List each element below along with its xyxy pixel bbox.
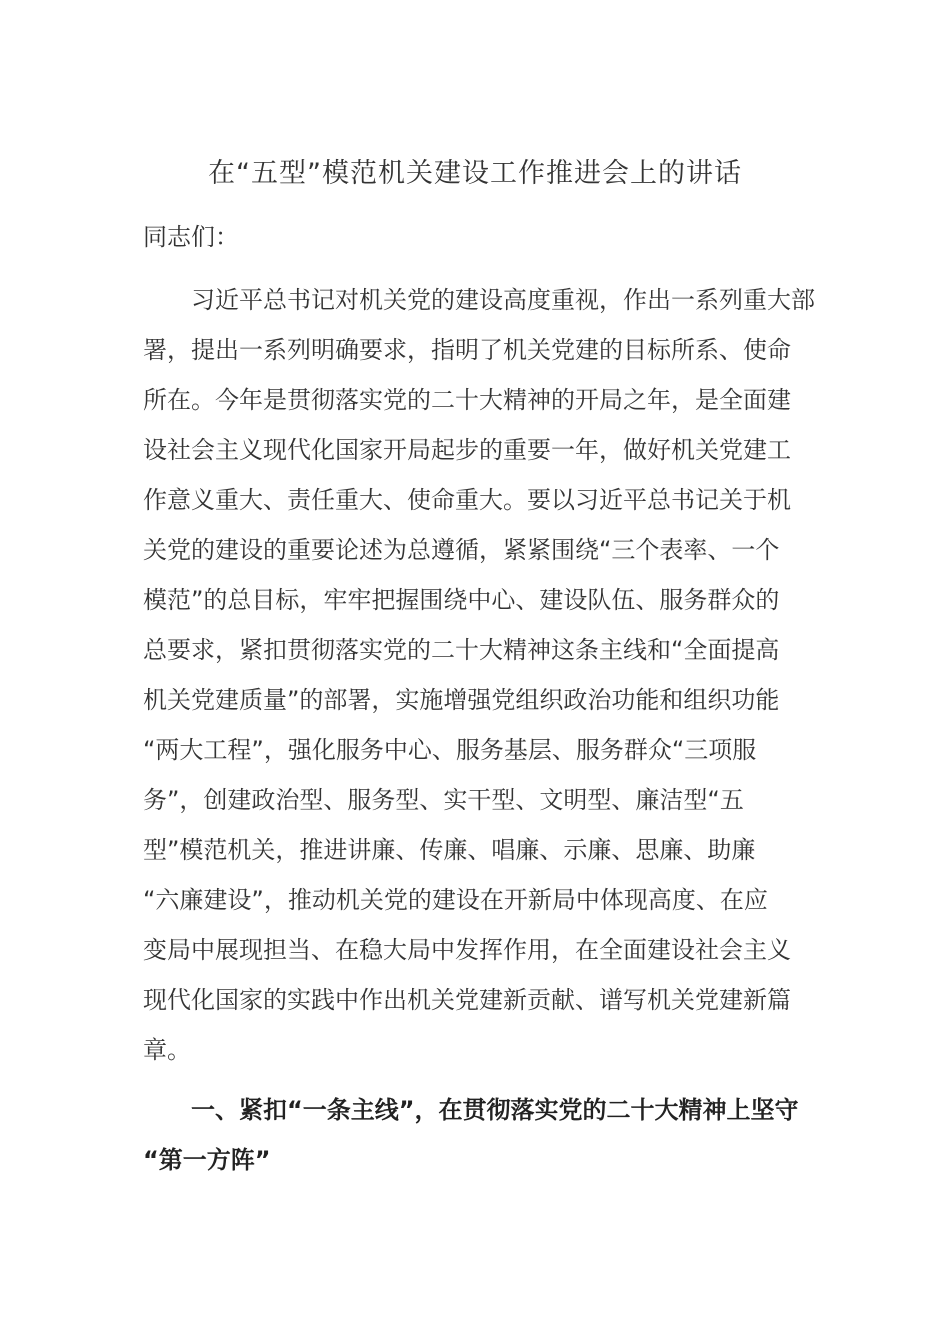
section-heading-line: “第一方阵” [143, 1146, 271, 1174]
paragraph-line: 变局中展现担当、在稳大局中发挥作用，在全面建设社会主义 [143, 936, 791, 964]
paragraph-line: 关党的建设的重要论述为总遵循，紧紧围绕“三个表率、一个 [143, 536, 780, 564]
paragraph-line: 总要求，紧扣贯彻落实党的二十大精神这条主线和“全面提高 [143, 636, 780, 664]
paragraph-line: 模范”的总目标，牢牢把握围绕中心、建设队伍、服务群众的 [143, 586, 780, 614]
paragraph-line: 机关党建质量”的部署，实施增强党组织政治功能和组织功能 [143, 686, 780, 714]
paragraph-line: 务”，创建政治型、服务型、实干型、文明型、廉洁型“五 [143, 786, 744, 814]
paragraph-line: 设社会主义现代化国家开局起步的重要一年，做好机关党建工 [143, 436, 791, 464]
paragraph-line: “六廉建设”，推动机关党的建设在开新局中体现高度、在应 [143, 886, 768, 914]
paragraph-line: 所在。今年是贯彻落实党的二十大精神的开局之年，是全面建 [143, 386, 791, 414]
paragraph-line: “两大工程”，强化服务中心、服务基层、服务群众“三项服 [143, 736, 757, 764]
document-title: 在“五型”模范机关建设工作推进会上的讲话 [208, 158, 742, 189]
paragraph-line: 习近平总书记对机关党的建设高度重视，作出一系列重大部 [143, 286, 815, 314]
paragraph-line: 型”模范机关，推进讲廉、传廉、唱廉、示廉、思廉、助廉 [143, 836, 756, 864]
paragraph-line: 署，提出一系列明确要求，指明了机关党建的目标所系、使命 [143, 336, 791, 364]
section-heading-line: 一、紧扣“一条主线”，在贯彻落实党的二十大精神上坚守 [143, 1096, 799, 1124]
body-paragraph [143, 275, 815, 1075]
section-heading [143, 1085, 805, 1185]
paragraph-line: 作意义重大、责任重大、使命重大。要以习近平总书记关于机 [143, 486, 791, 514]
salutation: 同志们： [143, 223, 239, 251]
paragraph-line: 现代化国家的实践中作出机关党建新贡献、谱写机关党建新篇 [143, 986, 791, 1014]
paragraph-line: 章。 [143, 1036, 191, 1064]
